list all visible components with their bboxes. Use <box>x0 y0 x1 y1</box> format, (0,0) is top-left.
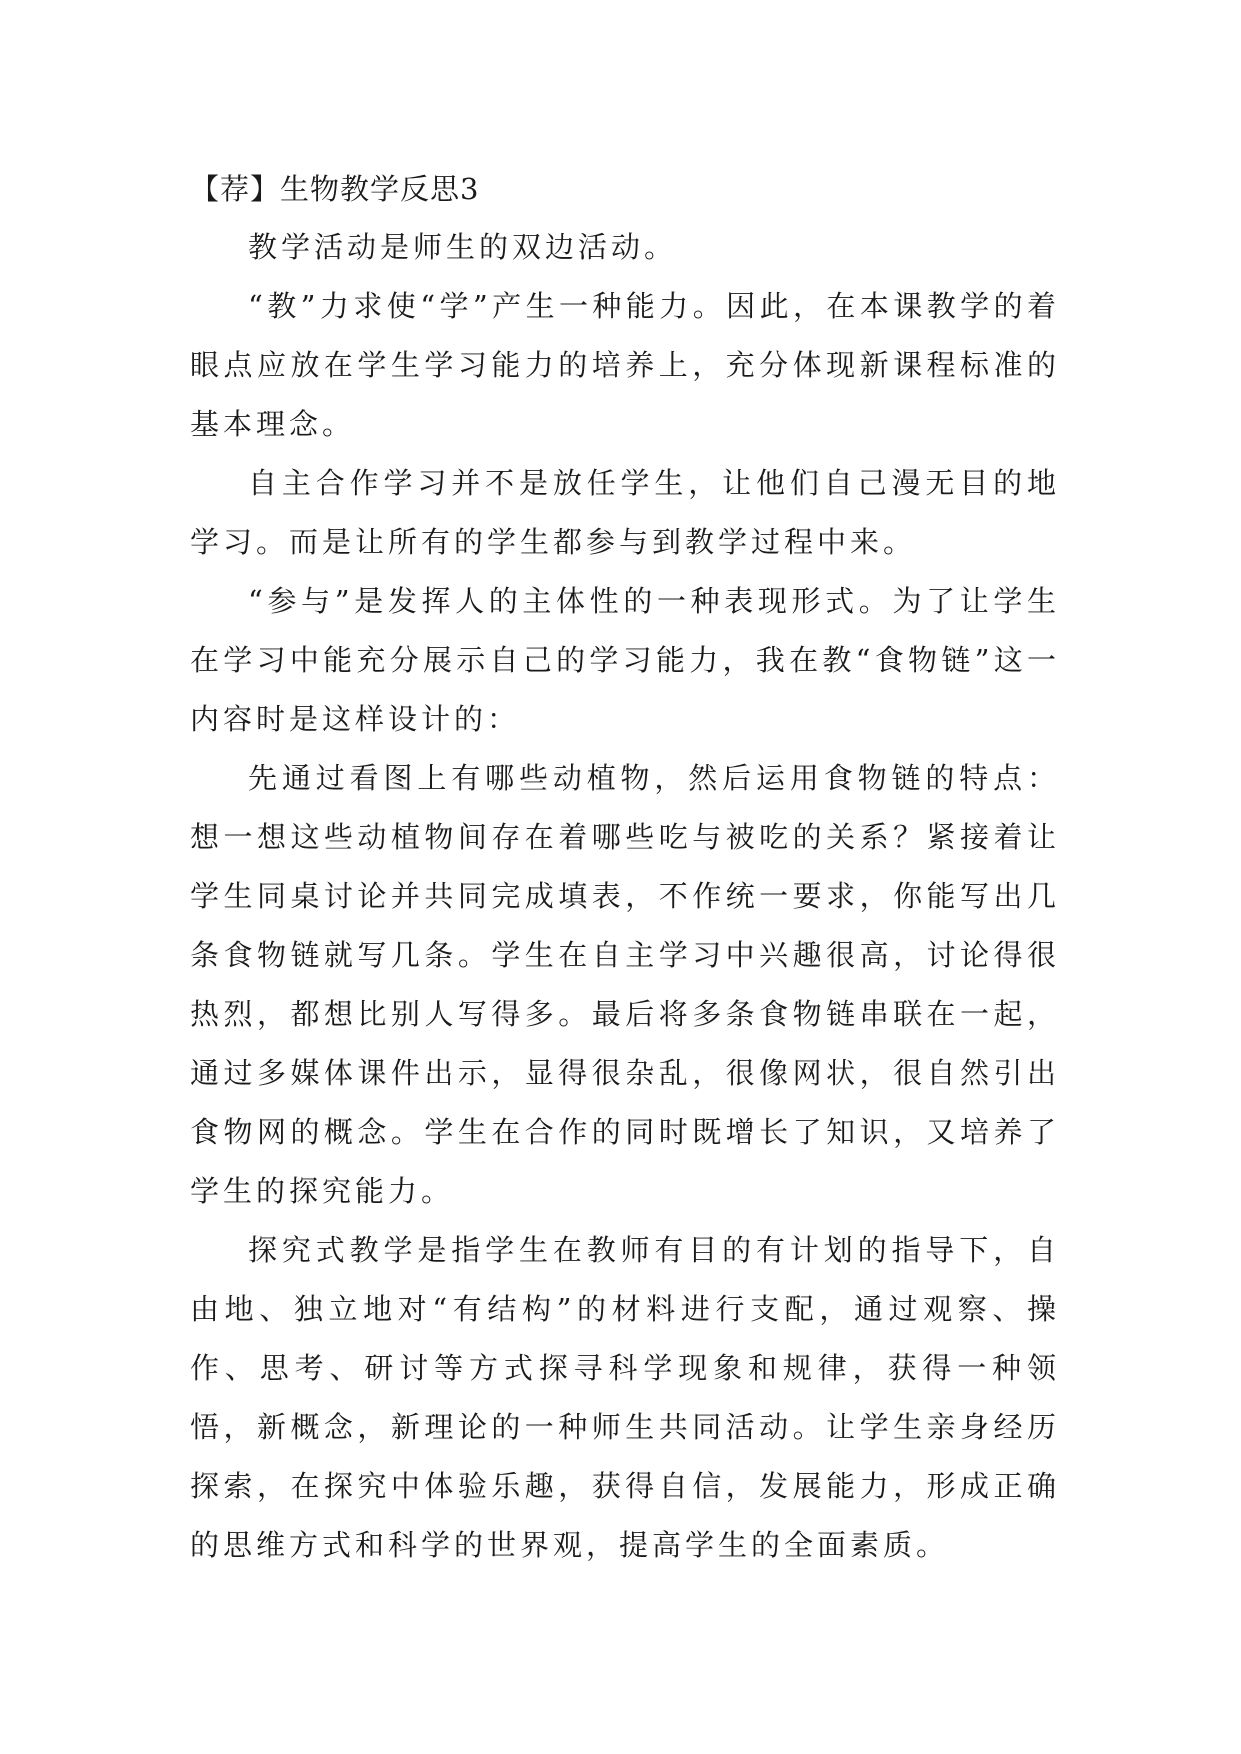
paragraph: “参与”是发挥人的主体性的一种表现形式。为了让学生在学习中能充分展示自己的学习能力，我在教“食物链”这一内容时是这样设计的： <box>190 584 1060 736</box>
paragraph: 教学活动是师生的双边活动。 <box>248 230 678 264</box>
paragraph: “教”力求使“学”产生一种能力。因此，在本课教学的着眼点应放在学生学习能力的培养上，充分体现新课程标准的基本理念。 <box>190 289 1060 441</box>
paragraph: 自主合作学习并不是放任学生，让他们自己漫无目的地学习。而是让所有的学生都参与到教学过程中来。 <box>190 466 1060 559</box>
paragraph: 先通过看图上有哪些动植物，然后运用食物链的特点：想一想这些动植物间存在着哪些吃与被吃的关系？紧接着让学生同桌讨论并共同完成填表，不作统一要求，你能写出几条食物链就写几条。学生在自主学习中兴趣很高，讨论得很热烈，都想比别人写得多。最后将多条食物链串联在一起，通过多媒体课件出示，显得很杂乱，很像网状，很自然引出食物网的概念。学生在合作的同时既增长了知识，又培养了学生的探究能力。 <box>190 761 1060 1208</box>
paragraph: 探究式教学是指学生在教师有目的有计划的指导下，自由地、独立地对“有结构”的材料进行支配，通过观察、操作、思考、研讨等方式探寻科学现象和规律，获得一种领悟，新概念，新理论的一种师生共同活动。让学生亲身经历探索，在探究中体验乐趣，获得自信，发展能力，形成正确的思维方式和科学的世界观，提高学生的全面素质。 <box>190 1233 1060 1562</box>
document-title: 【荐】生物教学反思3 <box>190 172 480 206</box>
document-page <box>190 160 1060 1575</box>
